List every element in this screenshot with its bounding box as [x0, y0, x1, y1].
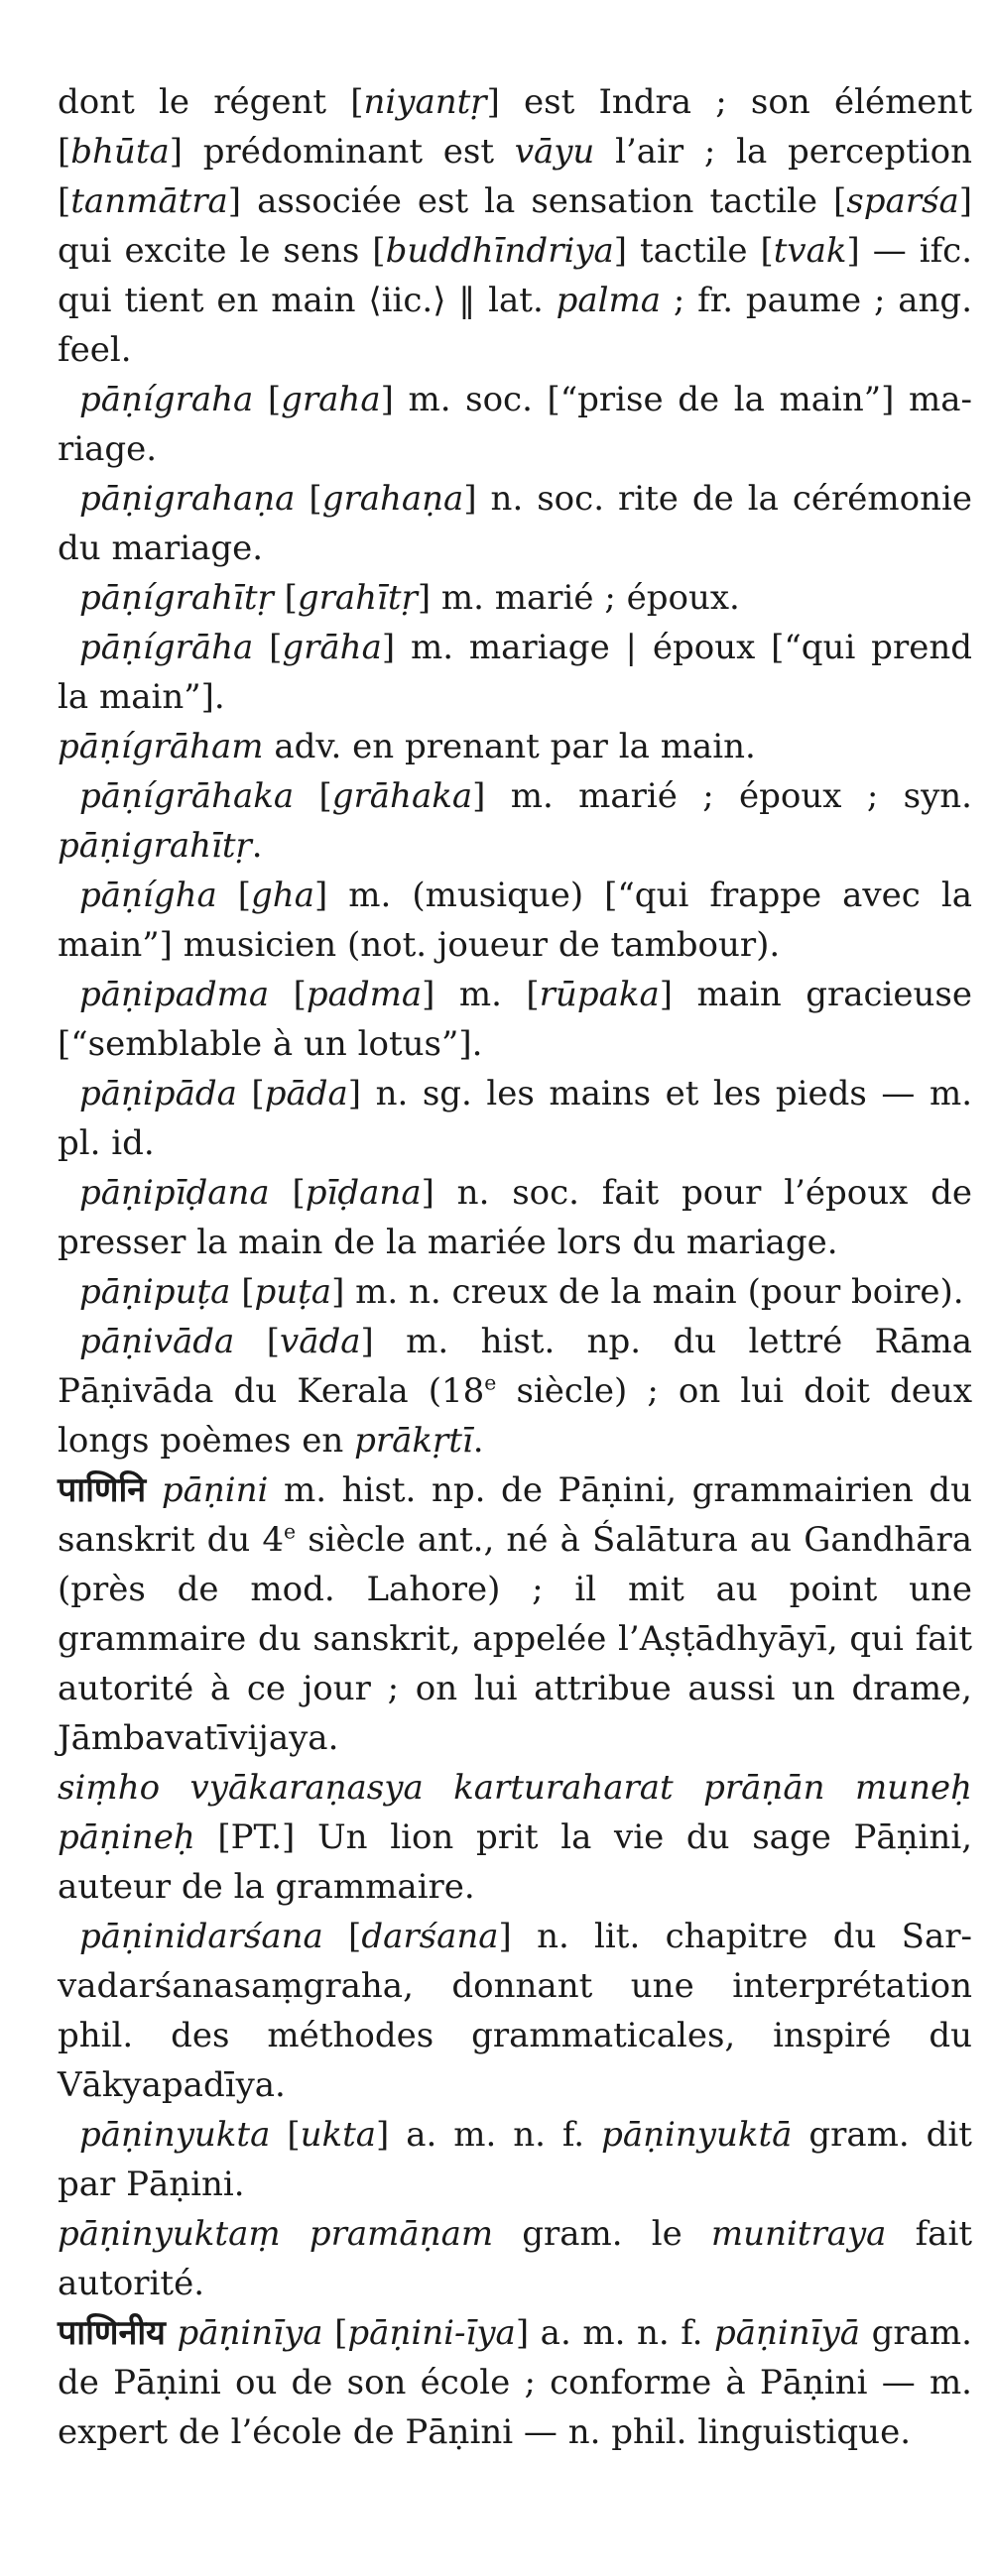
- entry-text: dont le régent [: [58, 82, 364, 122]
- entry-text: ] est Indra ; son élément [: [58, 82, 972, 172]
- entry-text: .: [251, 826, 263, 866]
- entry-text: ] m. mariage | époux [“qui prend la main”].: [58, 628, 972, 717]
- entry-text: adv. en prenant par la main.: [263, 727, 756, 766]
- dictionary-entry: [58, 1317, 972, 1465]
- italic-term: sparśa: [846, 181, 959, 221]
- italic-term: pāṇini-īya: [347, 2313, 516, 2353]
- devanagari-headword: पाणिनीय: [58, 2313, 166, 2353]
- entry-text: ] m. marié ; époux.: [417, 578, 740, 618]
- entry-text: ] n. sg. les mains et les pieds — m. pl. id.: [58, 1074, 973, 1163]
- entry-text: ] main gracieuse [“semblable à un lotus”].: [58, 975, 972, 1064]
- entry-text: [166, 2313, 178, 2353]
- italic-term: darśana: [361, 1917, 499, 1956]
- dictionary-entry: [58, 2110, 972, 2209]
- dictionary-entry: [58, 474, 972, 573]
- entry-text: ] associée est la sensation tactile [: [227, 181, 847, 221]
- entry-text: [: [253, 380, 282, 419]
- italic-term: palma: [556, 281, 662, 320]
- italic-term: pāṇipuṭa: [79, 1272, 231, 1312]
- italic-term: pāṇígraha: [79, 380, 254, 419]
- italic-term: prākṛtī: [354, 1421, 473, 1461]
- entry-text: .: [472, 1421, 484, 1461]
- entry-text: ; fr. paume ; ang. feel.: [58, 281, 972, 370]
- italic-term: pāṇígrāham: [58, 727, 264, 766]
- entry-text: ] n. soc. rite de la cérémonie du mariage.: [58, 479, 972, 568]
- entry-text: ] a. m. n. f.: [376, 2115, 602, 2155]
- entry-text: ] m. [: [422, 975, 540, 1014]
- italic-term: pāṇinīyā: [714, 2313, 861, 2353]
- italic-term: pāṇipadma: [79, 975, 270, 1014]
- entry-text: [: [322, 2313, 348, 2353]
- entry-text: [: [236, 1074, 265, 1113]
- dictionary-entry: [58, 1267, 972, 1317]
- italic-term: pāṇigrahītṛ: [58, 826, 252, 866]
- italic-term: tvak: [773, 231, 847, 271]
- italic-term: pāṇipīḍana: [79, 1173, 270, 1213]
- entry-text: l’air ; la perception [: [58, 132, 972, 221]
- entry-text: gram. dit par Pāṇini.: [58, 2115, 972, 2204]
- dictionary-entry: [58, 2308, 972, 2457]
- dictionary-entry: [58, 573, 972, 623]
- italic-term: pāda: [264, 1074, 348, 1113]
- italic-term: pāṇinyuktaṃ pramāṇam: [58, 2214, 494, 2254]
- italic-term: gha: [251, 876, 314, 915]
- italic-term: pāṇinyukta: [79, 2115, 271, 2155]
- italic-term: bhūta: [70, 132, 170, 172]
- italic-term: padma: [306, 975, 423, 1014]
- entry-text: siècle ant., né à Śalātura au Gandhāra (près de mod. Lahore) ; il mit au point une grammaire du sanskrit, appelée l’Aṣṭādhyāyī, qui fait autorité à ce jour ; on lui attribue aussi un drame, Jāmbavatīvijaya.: [58, 1520, 972, 1758]
- entry-text: [: [295, 479, 322, 519]
- italic-term: pāṇini: [161, 1470, 269, 1510]
- dictionary-entry: [58, 1465, 972, 1763]
- dictionary-entry: [58, 375, 972, 474]
- entry-text: ] n. lit. chapitre du Sarvadarśanasaṃgraha, donnant une interprétation phil. des méthodes grammaticales, inspiré du Vākyapadīya.: [58, 1917, 973, 2105]
- superscript: e: [284, 1519, 297, 1544]
- italic-term: pāṇinyuktā: [601, 2115, 793, 2155]
- italic-term: puṭa: [254, 1272, 332, 1312]
- dictionary-entry: [58, 623, 972, 722]
- italic-term: grahaṇa: [321, 479, 464, 519]
- entry-text: [: [322, 1917, 362, 1956]
- italic-term: rūpaka: [539, 975, 660, 1014]
- italic-term: graha: [281, 380, 381, 419]
- entry-text: ] a. m. n. f.: [515, 2313, 714, 2353]
- italic-term: grāha: [282, 628, 382, 667]
- entry-text: ] m. (musique) [“qui frappe avec la main”] musicien (not. joueur de tambour).: [58, 876, 972, 965]
- italic-term: munitraya: [710, 2214, 887, 2254]
- entry-text: [: [270, 2115, 301, 2155]
- entry-text: [: [273, 578, 298, 618]
- italic-term: tanmātra: [70, 181, 228, 221]
- entry-text: ] m. n. creux de la main (pour boire).: [331, 1272, 964, 1312]
- dictionary-entry: [58, 1069, 972, 1168]
- entry-text: gram. de Pāṇini ou de son école ; conforme à Pāṇini — m. expert de l’école de Pāṇini — n. phil. linguistique.: [58, 2313, 972, 2452]
- entry-text: [: [253, 628, 283, 667]
- italic-term: pāṇinidarśana: [79, 1917, 323, 1956]
- entry-text: ] n. soc. fait pour l’époux de presser la main de la mariée lors du mariage.: [58, 1173, 973, 1262]
- italic-term: pāṇígha: [79, 876, 217, 915]
- entry-text: [: [216, 876, 252, 915]
- italic-term: buddhīndriya: [385, 231, 614, 271]
- entry-text: ] m. soc. [“prise de la main”] mariage.: [58, 380, 972, 469]
- italic-term: grāhaka: [331, 776, 473, 816]
- superscript: e: [484, 1370, 497, 1395]
- entry-text: m. hist. np. de Pāṇini, grammairien du sanskrit du 4: [58, 1470, 973, 1560]
- entry-text: [: [294, 776, 332, 816]
- italic-term: vāyu: [514, 132, 595, 172]
- italic-term: grahītṛ: [297, 578, 418, 618]
- devanagari-headword: पाणिनि: [58, 1470, 147, 1510]
- italic-term: ukta: [300, 2115, 377, 2155]
- entry-text: ] m. marié ; époux ; syn.: [472, 776, 972, 816]
- entry-text: ] — ifc. qui tient en main ⟨iic.⟩ ‖ lat.: [58, 231, 973, 320]
- italic-term: pāṇigrahaṇa: [79, 479, 296, 519]
- entry-text: [: [234, 1322, 280, 1361]
- italic-term: pāṇígrāha: [79, 628, 254, 667]
- dictionary-entry: [58, 2209, 972, 2308]
- entry-text: fait autorité.: [58, 2214, 972, 2303]
- entry-text: [PT.] Un lion prit la vie du sage Pāṇini, auteur de la grammaire.: [58, 1817, 972, 1907]
- entry-text: ] tactile [: [613, 231, 774, 271]
- italic-term: siṃho vyākaraṇasya karturaharat prāṇān muneḥ pāṇineḥ: [58, 1768, 972, 1857]
- dictionary-entry: [58, 1912, 972, 2110]
- dictionary-entry: [58, 871, 972, 970]
- entry-text: ] qui excite le sens [: [58, 181, 972, 271]
- entry-text: ] prédominant est: [169, 132, 515, 172]
- dictionary-entry: [58, 1763, 972, 1912]
- entry-text: [: [269, 1173, 306, 1213]
- italic-term: pāṇígrahītṛ: [79, 578, 274, 618]
- entry-text: gram. le: [493, 2214, 711, 2254]
- entry-text: [: [230, 1272, 255, 1312]
- italic-term: niyantṛ: [363, 82, 487, 122]
- entry-text: siècle) ; on lui doit deux longs poèmes en: [58, 1371, 972, 1461]
- entry-text: ] m. hist. np. du lettré Rāma Pāṇivāda du Kerala (18: [58, 1322, 972, 1411]
- italic-term: pīḍana: [305, 1173, 422, 1213]
- italic-term: vāda: [279, 1322, 361, 1361]
- entry-text: [146, 1470, 162, 1510]
- dictionary-entry: [58, 1168, 972, 1267]
- entry-text: [: [269, 975, 307, 1014]
- italic-term: pāṇígrāhaka: [79, 776, 295, 816]
- italic-term: pāṇipāda: [79, 1074, 237, 1113]
- dictionary-entry: [58, 77, 972, 375]
- italic-term: pāṇinīya: [177, 2313, 323, 2353]
- dictionary-entry: [58, 771, 972, 871]
- dictionary-entry: [58, 722, 972, 771]
- italic-term: pāṇivāda: [79, 1322, 235, 1361]
- dictionary-entry: [58, 970, 972, 1069]
